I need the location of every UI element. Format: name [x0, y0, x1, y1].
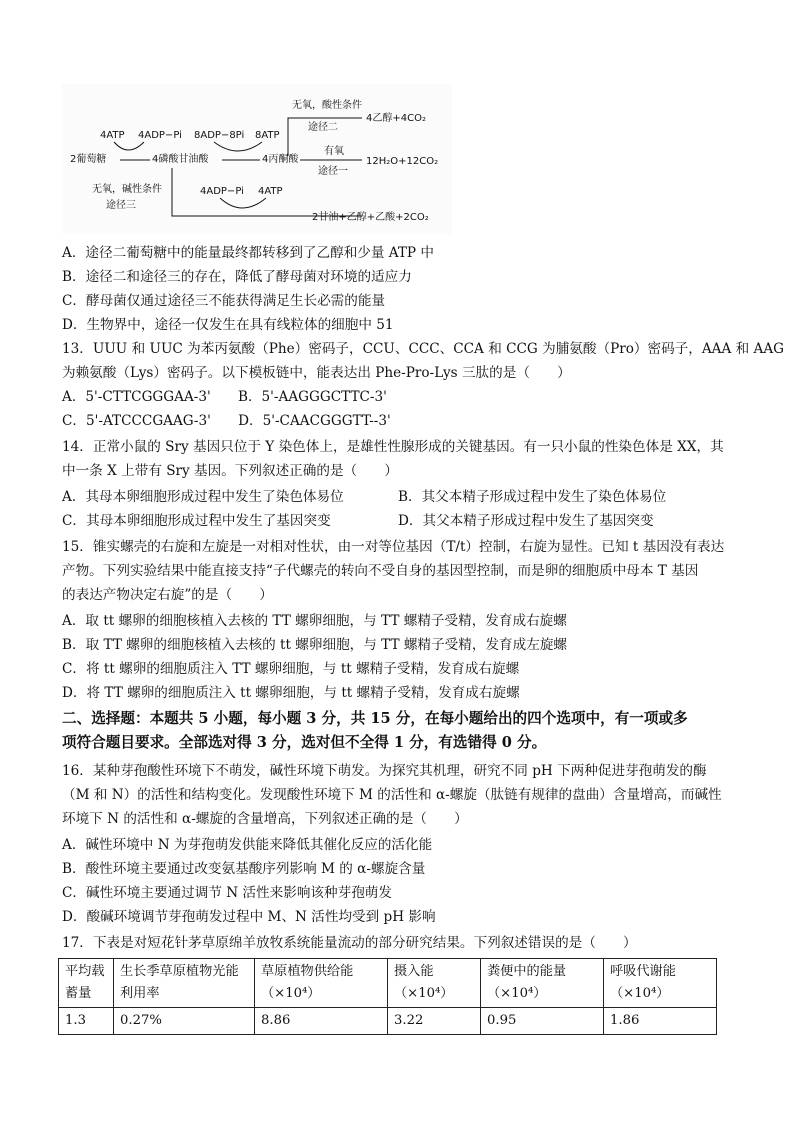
table-header: 草原植物供给能（×10⁴）: [255, 959, 388, 1008]
glycerate-label: 4磷酸甘油酸: [152, 154, 209, 165]
table-cell: 8.86: [255, 1008, 388, 1035]
text-line: 16．某种芽孢酸性环境下不萌发，碱性环境下萌发。为探究其机理，研究不同 pH 下两种促进芽孢萌发的酶: [62, 763, 707, 779]
path1-name: 途径一: [318, 166, 348, 177]
text-line: A．其母本卵细胞形成过程中发生了染色体易位: [62, 489, 344, 505]
path3-name: 途径三: [106, 200, 136, 211]
curve-atp-2: [214, 142, 262, 151]
text-line: B．取 TT 螺卵的细胞核植入去核的 tt 螺卵细胞，与 TT 螺精子受精，发育成左旋螺: [62, 637, 568, 653]
text-line: 中一条 X 上带有 Sry 基因。下列叙述正确的是（ ）: [62, 463, 398, 479]
table-cell: 0.95: [481, 1008, 604, 1035]
text-line: （M 和 N）的活性和结构变化。发现酸性环境下 M 的活性和 α-螺旋（肽链有规律的盘曲）含量增高，而碱性: [62, 787, 722, 803]
path3-atp: 4ATP: [258, 186, 283, 197]
table-header: 生长季草原植物光能利用率: [114, 959, 255, 1008]
text-line: A．碱性环境中 N 为芽孢萌发供能来降低其催化反应的活化能: [62, 837, 433, 853]
curve-atp-1: [114, 142, 144, 150]
path2-cond: 无氧，酸性条件: [292, 100, 362, 111]
text-line: D．酸碱环境调节芽孢萌发过程中 M、N 活性均受到 pH 影响: [62, 909, 436, 925]
text-line: C．其母本卵细胞形成过程中发生了基因突变: [62, 513, 331, 529]
text-line: C．5'-ATCCCGAAG-3' D．5'-CAACGGGTT--3': [62, 413, 391, 429]
atp-out-2-label: 8ATP: [255, 130, 280, 141]
table-cell: 1.3: [59, 1008, 114, 1035]
table-header: 呼吸代谢能（×10⁴）: [604, 959, 717, 1008]
energy-flow-table: [58, 958, 717, 1035]
text-line: 17．下表是对短花针茅草原绵羊放牧系统能量流动的部分研究结果。下列叙述错误的是（ ）: [62, 935, 637, 951]
path1-cond: 有氧: [324, 146, 344, 157]
text-line: D．其父本精子形成过程中发生了基因突变: [398, 513, 654, 529]
respiration-pathway-diagram: [62, 84, 452, 234]
pyruvate-label: 4丙酮酸: [262, 154, 299, 165]
text-line: 14．正常小鼠的 Sry 基因只位于 Y 染色体上，是雄性性腺形成的关键基因。有一只小鼠的性染色体是 XX，其: [62, 439, 724, 455]
text-line: B．途径二和途径三的存在，降低了酵母菌对环境的适应力: [62, 269, 412, 285]
text-line: 二、选择题：本题共 5 小题，每小题 3 分，共 15 分，在每小题给出的四个选项中，有一项或多: [62, 710, 688, 727]
table-header-row: [59, 959, 717, 1008]
path3-adp: 4ADP−Pi: [200, 186, 244, 197]
table-cell: 3.22: [388, 1008, 481, 1035]
adp-out-label: 4ADP−Pi: [138, 130, 182, 141]
text-line: C．酵母菌仅通过途径三不能获得满足生长必需的能量: [62, 293, 386, 309]
table-cell: 0.27%: [114, 1008, 255, 1035]
path2-product: 4乙醇+4CO₂: [366, 113, 426, 124]
atp-in-label: 4ATP: [100, 130, 125, 141]
text-line: B．酸性环境主要通过改变氨基酸序列影响 M 的 α-螺旋含量: [62, 861, 426, 877]
text-line: 15．锥实螺壳的右旋和左旋是一对相对性状，由一对等位基因（T/t）控制，右旋为显性。已知 t 基因没有表达: [62, 539, 725, 555]
text-line: A．5'-CTTCGGGAA-3' B．5'-AAGGGCTTC-3': [62, 389, 387, 405]
table-header: 摄入能（×10⁴）: [388, 959, 481, 1008]
path3-cond: 无氧，碱性条件: [92, 184, 162, 195]
adp-in-2-label: 8ADP−8Pi: [194, 130, 245, 141]
text-line: A．途径二葡萄糖中的能量最终都转移到了乙醇和少量 ATP 中: [62, 245, 434, 261]
table-cell: 1.86: [604, 1008, 717, 1035]
text-line: B．其父本精子形成过程中发生了染色体易位: [398, 489, 667, 505]
path1-product: 12H₂O+12CO₂: [366, 156, 439, 167]
text-line: C．将 tt 螺卵的细胞质注入 TT 螺卵细胞，与 tt 螺精子受精，发育成右旋螺: [62, 661, 520, 677]
text-line: 为赖氨酸（Lys）密码子。以下模板链中，能表达出 Phe-Pro-Lys 三肽的是（ ）: [62, 365, 571, 381]
text-line: 环境下 N 的活性和 α-螺旋的含量增高，下列叙述正确的是（ ）: [62, 811, 468, 827]
path3-product: 2甘油+乙醇+乙酸+2CO₂: [312, 212, 429, 223]
glucose-label: 2葡萄糖: [70, 154, 107, 165]
text-line: 的表达产物决定右旋”的是（ ）: [62, 587, 273, 603]
table-header: 平均载蓄量: [59, 959, 114, 1008]
table-header: 粪便中的能量（×10⁴）: [481, 959, 604, 1008]
text-line: 13．UUU 和 UUC 为苯丙氨酸（Phe）密码子，CCU、CCC、CCA 和 CCG 为脯氨酸（Pro）密码子，AAA 和 AAG: [62, 341, 785, 357]
text-line: C．碱性环境主要通过调节 N 活性来影响该种芽孢萌发: [62, 885, 392, 901]
text-line: A．取 tt 螺卵的细胞核植入去核的 TT 螺卵细胞，与 TT 螺精子受精，发育成右旋螺: [62, 613, 567, 629]
text-line: 产物。下列实验结果中能直接支持“子代螺壳的转向不受自身的基因型控制，而是卵的细胞质中母本 T 基因: [62, 563, 699, 579]
text-line: D．将 TT 螺卵的细胞质注入 tt 螺卵细胞，与 tt 螺精子受精，发育成右旋螺: [62, 685, 520, 701]
text-line: D．生物界中，途径一仅发生在具有线粒体的细胞中 51: [62, 317, 394, 333]
path2-name: 途径二: [308, 122, 338, 133]
text-line: 项符合题目要求。全部选对得 3 分，选对但不全得 1 分，有选错得 0 分。: [62, 734, 547, 751]
curve-atp-3: [220, 198, 266, 208]
table-row: [59, 1008, 717, 1035]
